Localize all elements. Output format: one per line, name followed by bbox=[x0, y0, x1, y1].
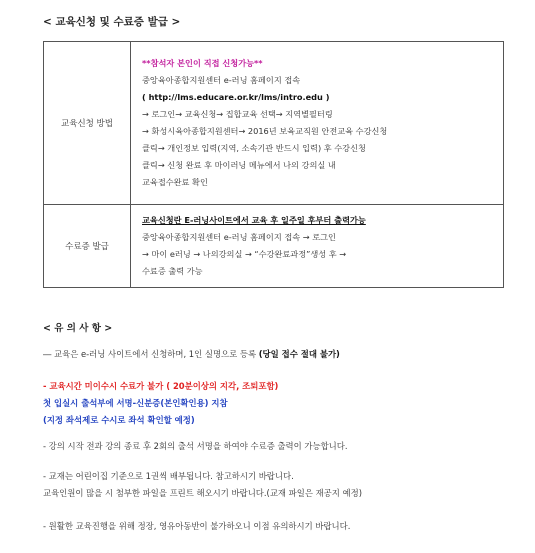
table-text-line: 클릭→ 개인정보 입력(지역, 소속기관 반드시 입력) 후 수강신청 bbox=[142, 143, 366, 153]
note-text: - 강의 시작 전과 강의 종료 후 2회의 출석 서명을 하여야 수료증 출력이 가능합니다. bbox=[43, 441, 348, 451]
table-text-line: → 화성시육아종합지원센터→ 2016년 보육교직원 안전교육 수강신청 bbox=[142, 126, 388, 136]
table-row-apply bbox=[44, 42, 504, 205]
note-item bbox=[43, 468, 362, 502]
note-text: 첫 입실시 출석부에 서명-신분증(본인확인용) 지참 bbox=[43, 398, 228, 408]
table-text-line: 클릭→ 신청 완료 후 마이러닝 메뉴에서 나의 강의실 내 bbox=[142, 160, 336, 170]
table-text-line: → 마이 e러닝 → 나의강의실 → “수강완료과정”생성 후 → bbox=[142, 249, 347, 259]
note-text: (당일 접수 절대 불가) bbox=[258, 349, 340, 359]
note-text: - 교육시간 미이수시 수료가 불가 ( 20분이상의 지각, 조퇴포함) bbox=[43, 381, 279, 391]
note-line bbox=[43, 395, 278, 412]
table-text-line: ( http://lms.educare.or.kr/lms/intro.edu ) bbox=[142, 92, 330, 102]
section-heading-apply: < 교육신청 및 수료증 발급 > bbox=[43, 16, 181, 28]
table-text-line: 교육신청란 E-러닝사이트에서 교육 후 일주일 후부터 출력가능 bbox=[142, 215, 366, 225]
note-text: 교육인원이 많을 시 첨부한 파일을 프린트 해오시기 바랍니다.(교재 파일은 재공지 예정) bbox=[43, 488, 362, 498]
table-text-line: 중앙육아종합지원센터 e-러닝 홈페이지 접속 bbox=[142, 75, 301, 85]
row-content-apply bbox=[131, 42, 504, 205]
table-text-line: 수료증 출력 가능 bbox=[142, 266, 203, 276]
note-item bbox=[43, 378, 278, 429]
note-item bbox=[43, 438, 348, 455]
note-line bbox=[43, 518, 350, 535]
row-content-certificate bbox=[131, 205, 504, 288]
row-label-apply: 교육신청 방법 bbox=[44, 42, 131, 205]
note-line bbox=[43, 378, 278, 395]
note-text: ― 교육은 e-러닝 사이트에서 신청하며, 1인 실명으로 등록 bbox=[43, 349, 259, 359]
note-line bbox=[43, 438, 348, 455]
table-text-line: 교육접수완료 확인 bbox=[142, 177, 208, 187]
info-table bbox=[43, 41, 504, 288]
row-label-certificate: 수료증 발급 bbox=[44, 205, 131, 288]
note-line bbox=[43, 346, 340, 363]
note-text: - 교재는 어린이집 기준으로 1권씩 배부됩니다. 참고하시기 바랍니다. bbox=[43, 471, 294, 481]
note-text: - 원활한 교육진행을 위해 정장, 영유아동반이 불가하오니 이점 유의하시기 바랍니다. bbox=[43, 521, 351, 531]
note-line bbox=[43, 468, 362, 485]
note-text: (지정 좌석제로 수시로 좌석 확인할 예정) bbox=[43, 415, 195, 425]
note-line bbox=[43, 485, 362, 502]
section-heading-notes: < 유 의 사 항 > bbox=[43, 323, 113, 334]
table-text-line: 중앙육아종합지원센터 e-러닝 홈페이지 접속 → 로그인 bbox=[142, 232, 336, 242]
note-item bbox=[43, 346, 340, 363]
table-text-line: → 로그인→ 교육신청→ 집합교육 선택→ 지역별필터링 bbox=[142, 109, 333, 119]
table-text-line: **참석자 본인이 직접 신청가능** bbox=[142, 58, 263, 68]
table-row-certificate bbox=[44, 205, 504, 288]
note-item bbox=[43, 518, 350, 535]
note-line bbox=[43, 412, 278, 429]
